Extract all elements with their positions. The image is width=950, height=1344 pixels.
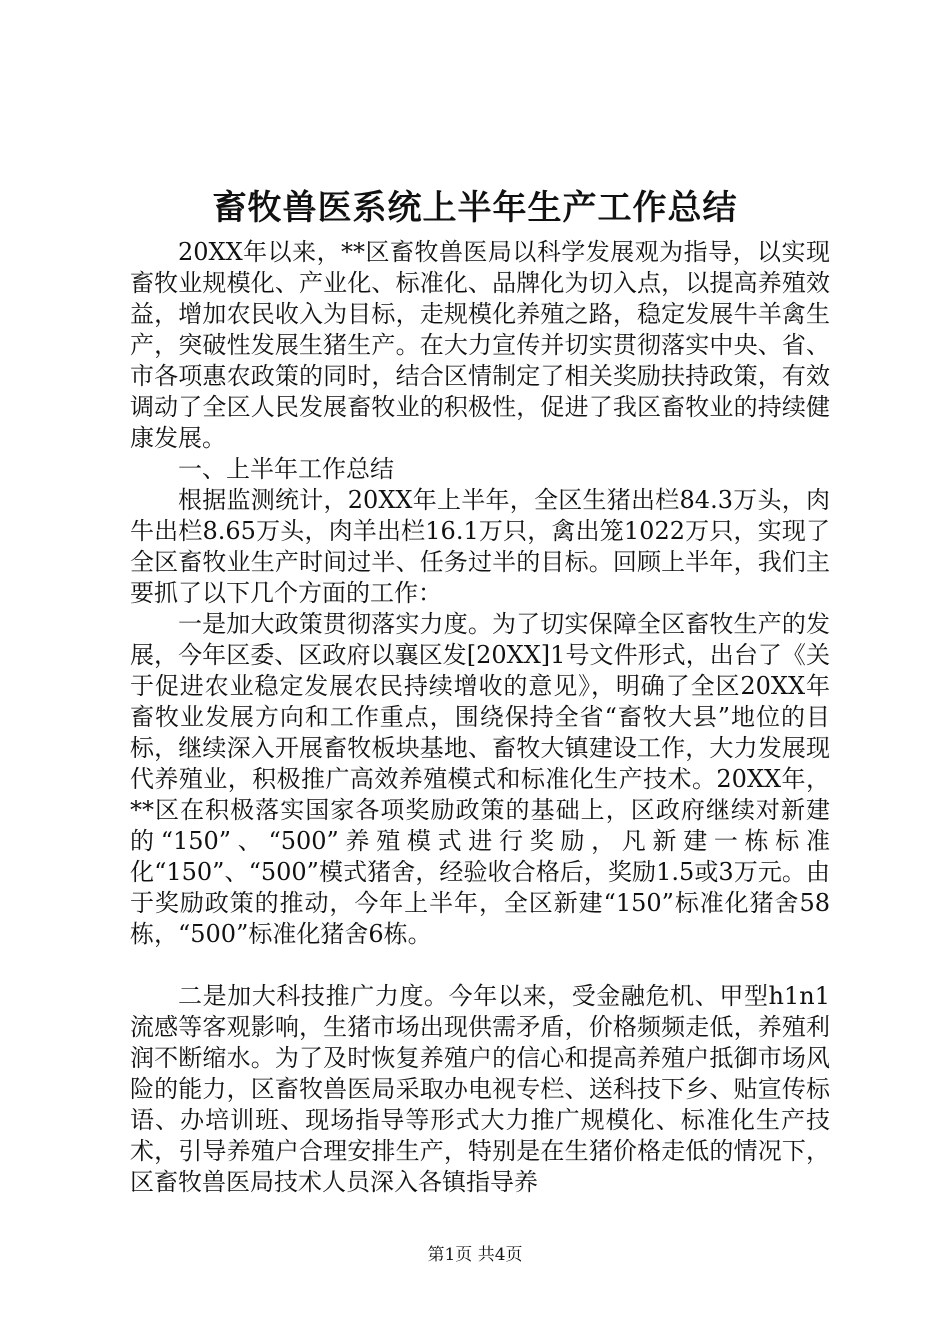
policy-paragraph: 一是加大政策贯彻落实力度。为了切实保障全区畜牧生产的发展，今年区委、区政府以襄区发[20XX]1号文件形式，出台了《关于促进农业稳定发展农民持续增收的意见》，明确了全区20XX年畜牧业发展方向和工作重点，围绕保持全省“畜牧大县”地位的目标，继续深入开展畜牧板块基地、畜牧大镇建设工作，大力发展现代养殖业，积极推广高效养殖模式和标准化生产技术。20XX年，**区在积极落实国家各项奖励政策的基础上，区政府继续对新建的“150”、“500”养殖模式进行奖励，凡新建一栋标准化“150”、“500”模式猪舍，经验收合格后，奖励1.5或3万元。由于奖励政策的推动，今年上半年，全区新建“150”标准化猪舍58栋，“500”标准化猪舍6栋。 xyxy=(130,610,830,948)
statistics-paragraph: 根据监测统计，20XX年上半年，全区生猪出栏84.3万头，肉牛出栏8.65万头，肉羊出栏16.1万只，禽出笼1022万只，实现了全区畜牧业生产时间过半、任务过半的目标。回顾上半年，我们主要抓了以下几个方面的工作： xyxy=(130,486,830,607)
technology-paragraph: 二是加大科技推广力度。今年以来，受金融危机、甲型h1n1流感等客观影响，生猪市场出现供需矛盾，价格频频走低，养殖利润不断缩水。为了及时恢复养殖户的信心和提高养殖户抵御市场风险的能力，区畜牧兽医局采取办电视专栏、送科技下乡、贴宣传标语、办培训班、现场指导等形式大力推广规模化、标准化生产技术，引导养殖户合理安排生产，特别是在生猪价格走低的情况下，区畜牧兽医局技术人员深入各镇指导养 xyxy=(130,982,830,1196)
page-number-footer: 第1页 共4页 xyxy=(427,1245,523,1265)
document-body xyxy=(130,237,830,1198)
section-heading: 一、上半年工作总结 xyxy=(178,455,394,483)
document-title: 畜牧兽医系统上半年生产工作总结 xyxy=(212,188,738,228)
intro-paragraph: 20XX年以来，**区畜牧兽医局以科学发展观为指导，以实现畜牧业规模化、产业化、标准化、品牌化为切入点，以提高养殖效益，增加农民收入为目标，走规模化养殖之路，稳定发展牛羊禽生产，突破性发展生猪生产。在大力宣传并切实贯彻落实中央、省、市各项惠农政策的同时，结合区情制定了相关奖励扶持政策，有效调动了全区人民发展畜牧业的积极性，促进了我区畜牧业的持续健康发展。 xyxy=(130,238,830,452)
